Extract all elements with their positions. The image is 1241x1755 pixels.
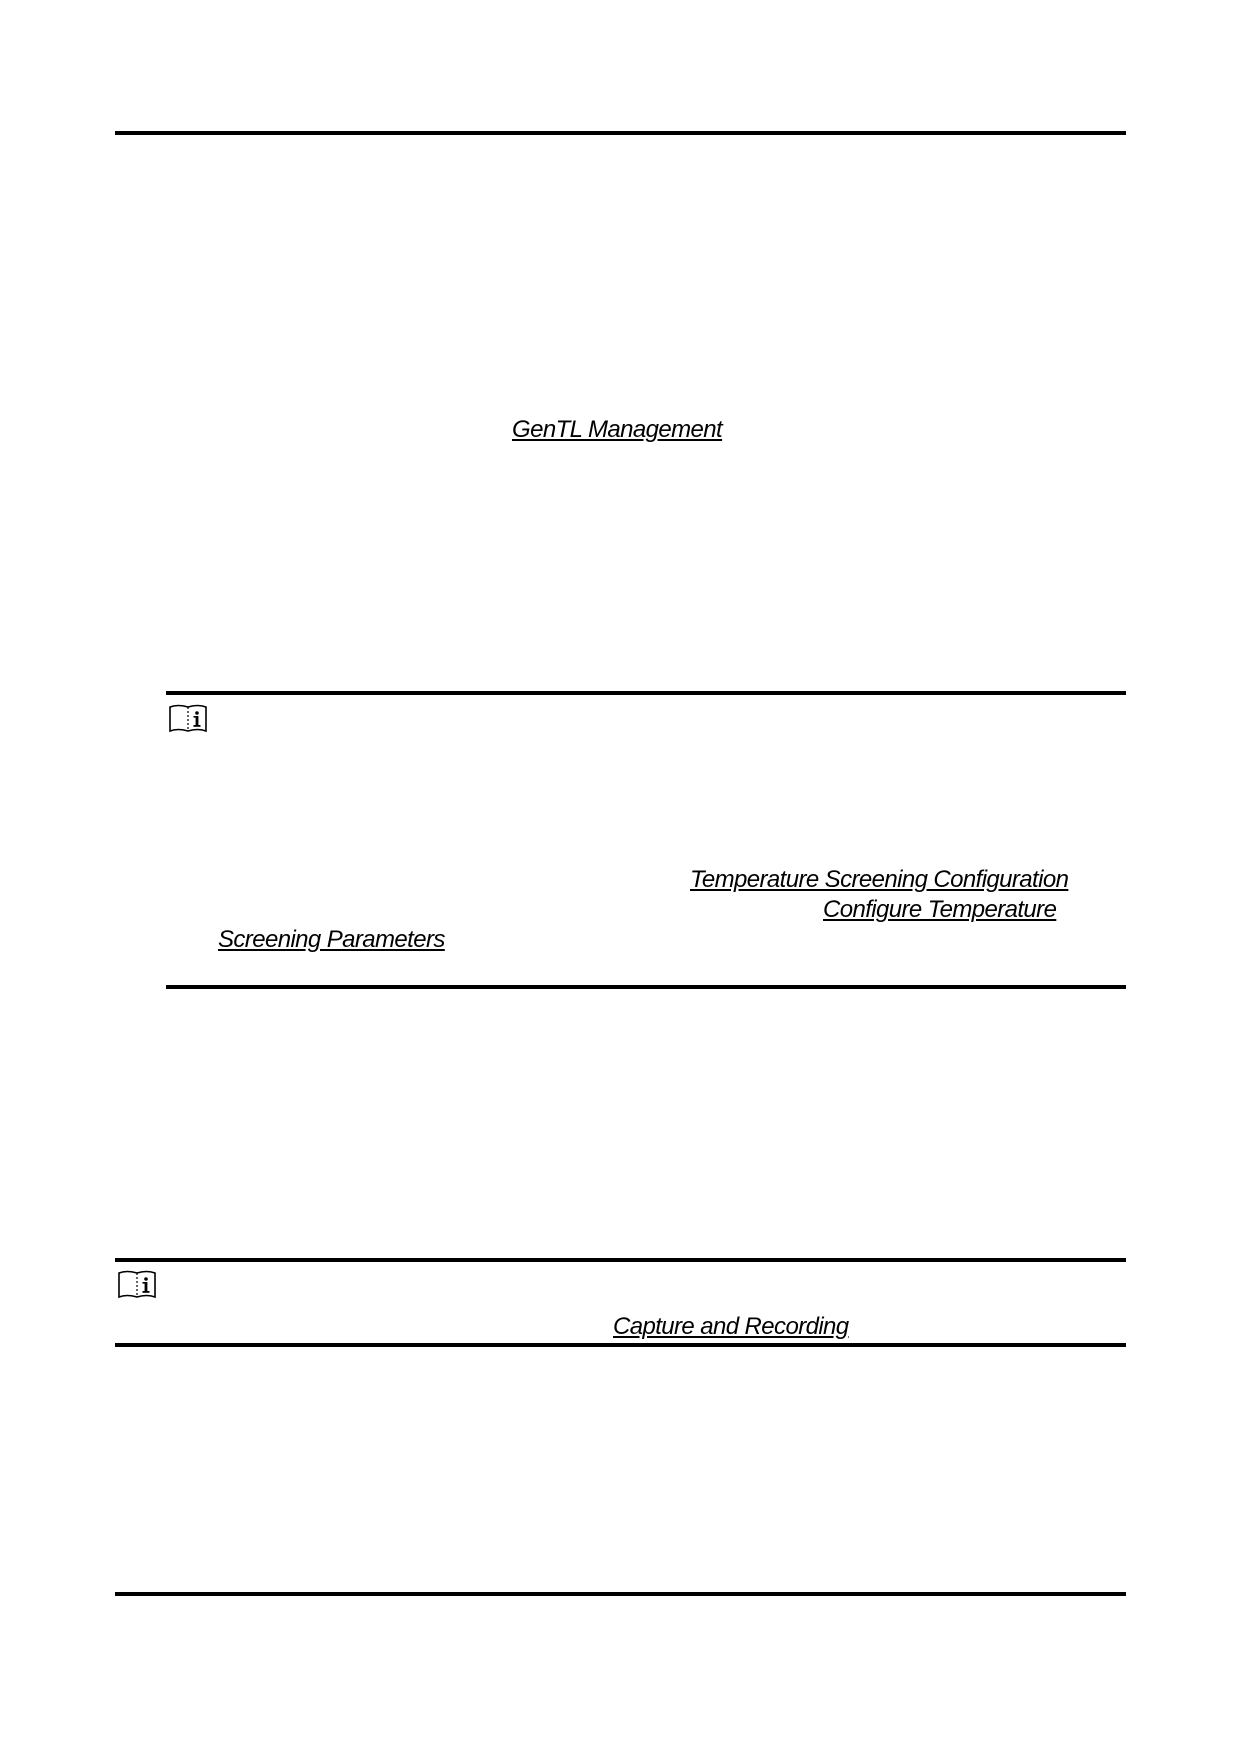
capture-and-recording-link[interactable]: Capture and Recording bbox=[613, 1313, 849, 1340]
footer-rule bbox=[115, 1592, 1126, 1596]
header-rule bbox=[115, 131, 1126, 135]
gentl-management-link[interactable]: GenTL Management bbox=[512, 416, 723, 443]
note-info-icon bbox=[117, 1270, 157, 1300]
note-info-icon bbox=[168, 704, 208, 734]
screening-parameters-link[interactable]: Screening Parameters bbox=[218, 926, 445, 953]
note-1-bottom-rule bbox=[166, 985, 1126, 989]
temperature-screening-configuration-link[interactable]: Temperature Screening Configuration bbox=[690, 866, 1069, 893]
configure-temperature-link[interactable]: Configure Temperature bbox=[823, 896, 1057, 923]
note-2-bottom-rule bbox=[115, 1343, 1126, 1347]
note-2-top-rule bbox=[115, 1258, 1126, 1262]
note-1-top-rule bbox=[166, 691, 1126, 695]
